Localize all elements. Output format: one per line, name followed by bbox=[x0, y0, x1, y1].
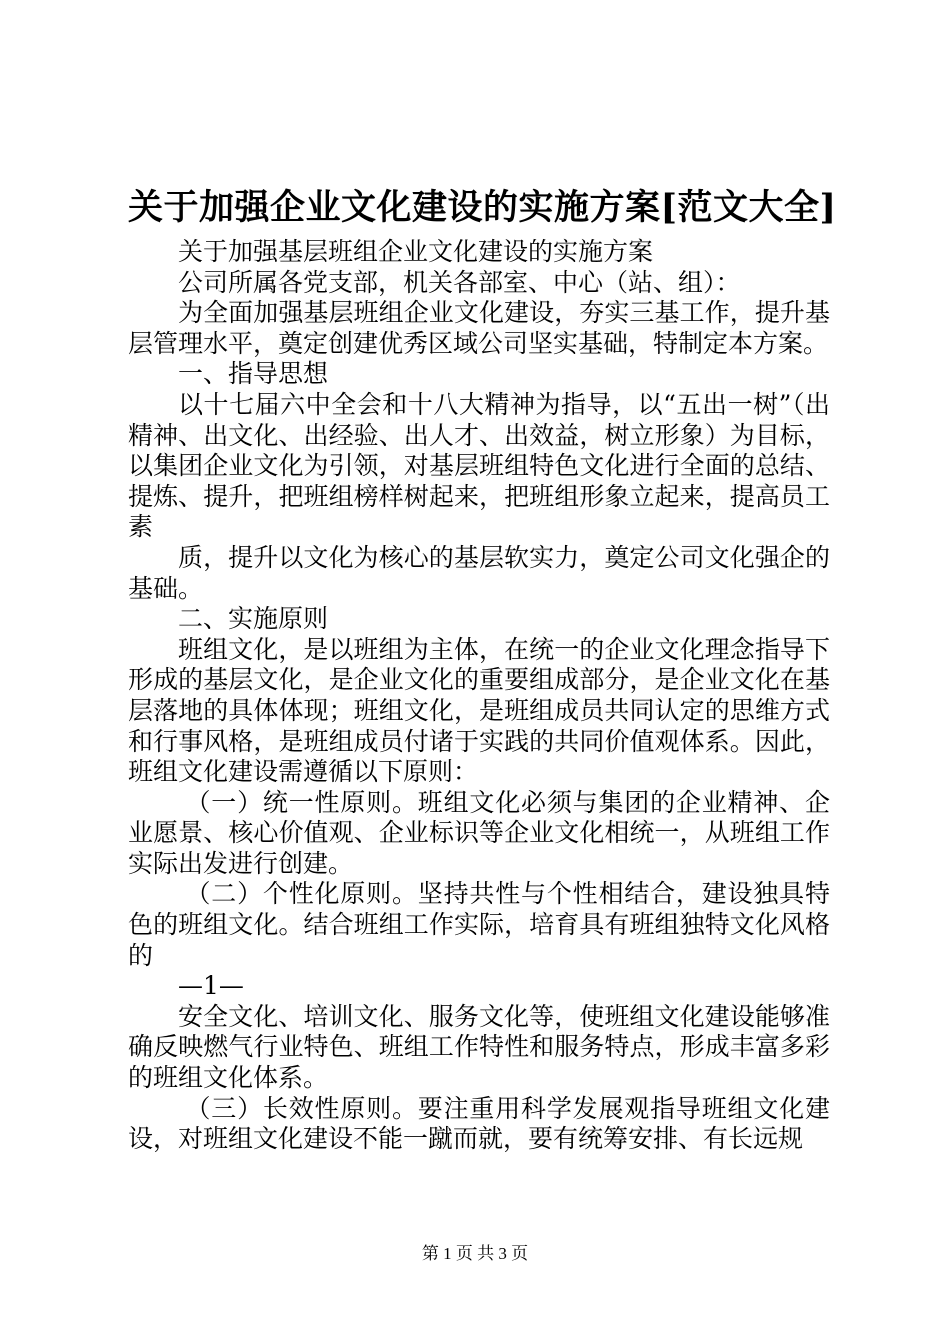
section-heading-principles: 二、实施原则 bbox=[178, 604, 329, 634]
intro-paragraph: 为全面加强基层班组企业文化建设，夯实三基工作，提升基层管理水平，奠定创建优秀区域公司坚实基础，特制定本方案。 bbox=[128, 298, 830, 358]
principle-individuality: （二）个性化原则。坚持共性与个性相结合，建设独具特色的班组文化。结合班组工作实际，培育具有班组独特文化风格的 bbox=[128, 879, 830, 970]
inner-page-number: —1— bbox=[178, 971, 244, 1001]
salutation-line: 公司所属各党支部，机关各部室、中心（站、组）： bbox=[178, 267, 741, 297]
guiding-thought-paragraph: 以十七届六中全会和十八大精神为指导，以“五出一树”（出精神、出文化、出经验、出人才、出效益，树立形象）为目标，以集团企业文化为引领，对基层班组特色文化进行全面的总结、提炼、提升，把班组榜样树起来，把班组形象立起来，提高员工素 bbox=[128, 389, 830, 542]
principle-unity: （一）统一性原则。班组文化必须与集团的企业精神、企业愿景、核心价值观、企业标识等企业文化相统一，从班组工作实际出发进行创建。 bbox=[128, 787, 830, 878]
subtitle-line: 关于加强基层班组企业文化建设的实施方案 bbox=[178, 237, 654, 266]
principle-long-term: （三）长效性原则。要注重用科学发展观指导班组文化建设，对班组文化建设不能一蹴而就，要有统筹安排、有长远规 bbox=[128, 1093, 830, 1154]
document-body bbox=[128, 237, 830, 1155]
culture-system-paragraph: 安全文化、培训文化、服务文化等，使班组文化建设能够准确反映燃气行业特色、班组工作特性和服务特点，形成丰富多彩的班组文化体系。 bbox=[128, 1001, 830, 1093]
principles-paragraph: 班组文化，是以班组为主体，在统一的企业文化理念指导下形成的基层文化，是企业文化的重要组成部分，是企业文化在基层落地的具体体现；班组文化，是班组成员共同认定的思维方式和行事风格，是班组成员付诸于实践的共同价值观体系。因此，班组文化建设需遵循以下原则： bbox=[128, 634, 830, 787]
page-footer: 第 1 页 共 3 页 bbox=[421, 1244, 529, 1263]
section-heading-guiding-thought: 一、指导思想 bbox=[178, 359, 329, 389]
guiding-thought-continuation: 质，提升以文化为核心的基层软实力，奠定公司文化强企的基础。 bbox=[128, 542, 830, 603]
document-title: 关于加强企业文化建设的实施方案[范文大全] bbox=[128, 187, 837, 228]
